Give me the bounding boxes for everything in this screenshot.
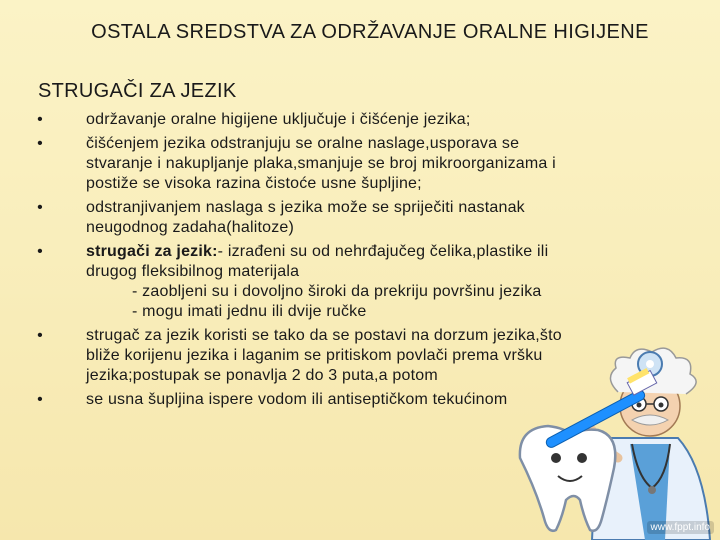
bullet-line: [86, 154, 674, 174]
bullet-line: [86, 262, 674, 282]
bullet-line: [86, 174, 674, 194]
bullet-line: [86, 198, 674, 218]
bullet-item: [34, 110, 674, 130]
watermark: www.fppt.info: [647, 521, 714, 534]
bullet-marker: •: [37, 391, 43, 408]
slide-subtitle: STRUGAČI ZA JEZIK: [38, 80, 237, 102]
bullet-line: [86, 218, 674, 238]
bullet-text: - zaobljeni su i dovoljno široki da prekriju površinu jezika: [132, 283, 542, 300]
bullet-marker: •: [37, 111, 43, 128]
bullet-line: [86, 242, 674, 262]
bullet-item: [34, 134, 674, 194]
bullet-marker: •: [37, 199, 43, 216]
bullet-marker: •: [37, 327, 43, 344]
bullet-line: [86, 134, 674, 154]
bullet-item: [34, 242, 674, 322]
bullet-text: bliže korijenu jezika i laganim se pritiskom povlači prema vršku: [86, 347, 543, 364]
bullet-text: se usna šupljina ispere vodom ili antiseptičkom tekućinom: [86, 391, 508, 408]
bullet-line: [86, 110, 674, 130]
bullet-text: odstranjivanjem naslaga s jezika može se spriječiti nastanak: [86, 199, 525, 216]
bullet-text: jezika;postupak se ponavlja 2 do 3 puta,a potom: [86, 367, 438, 384]
bullet-bold-term: strugači za jezik:: [86, 243, 218, 260]
bullet-text: postiže se visoka razina čistoće usne šupljine;: [86, 175, 422, 192]
bullet-text: drugog fleksibilnog materijala: [86, 263, 300, 280]
bullet-item: [34, 198, 674, 238]
slide-title: OSTALA SREDSTVA ZA ODRŽAVANJE ORALNE HIGIJENE: [91, 21, 649, 43]
bullet-text: strugač za jezik koristi se tako da se postavi na dorzum jezika,što: [86, 327, 562, 344]
cartoon-dentist-with-tooth-icon: [500, 318, 720, 540]
bullet-text: neugodnog zadaha(halitoze): [86, 219, 295, 236]
bullet-text: održavanje oralne higijene uključuje i čišćenje jezika;: [86, 111, 471, 128]
bullet-text: stvaranje i nakupljanje plaka,smanjuje se broj mikroorganizama i: [86, 155, 556, 172]
bullet-marker: •: [37, 243, 43, 260]
bullet-marker: •: [37, 135, 43, 152]
bullet-text: - izrađeni su od nehrđajučeg čelika,plastike ili: [217, 243, 549, 260]
bullet-line: [86, 282, 674, 302]
bullet-text: čišćenjem jezika odstranjuju se oralne naslage,usporava se: [86, 135, 520, 152]
bullet-text: - mogu imati jednu ili dvije ručke: [132, 303, 367, 320]
